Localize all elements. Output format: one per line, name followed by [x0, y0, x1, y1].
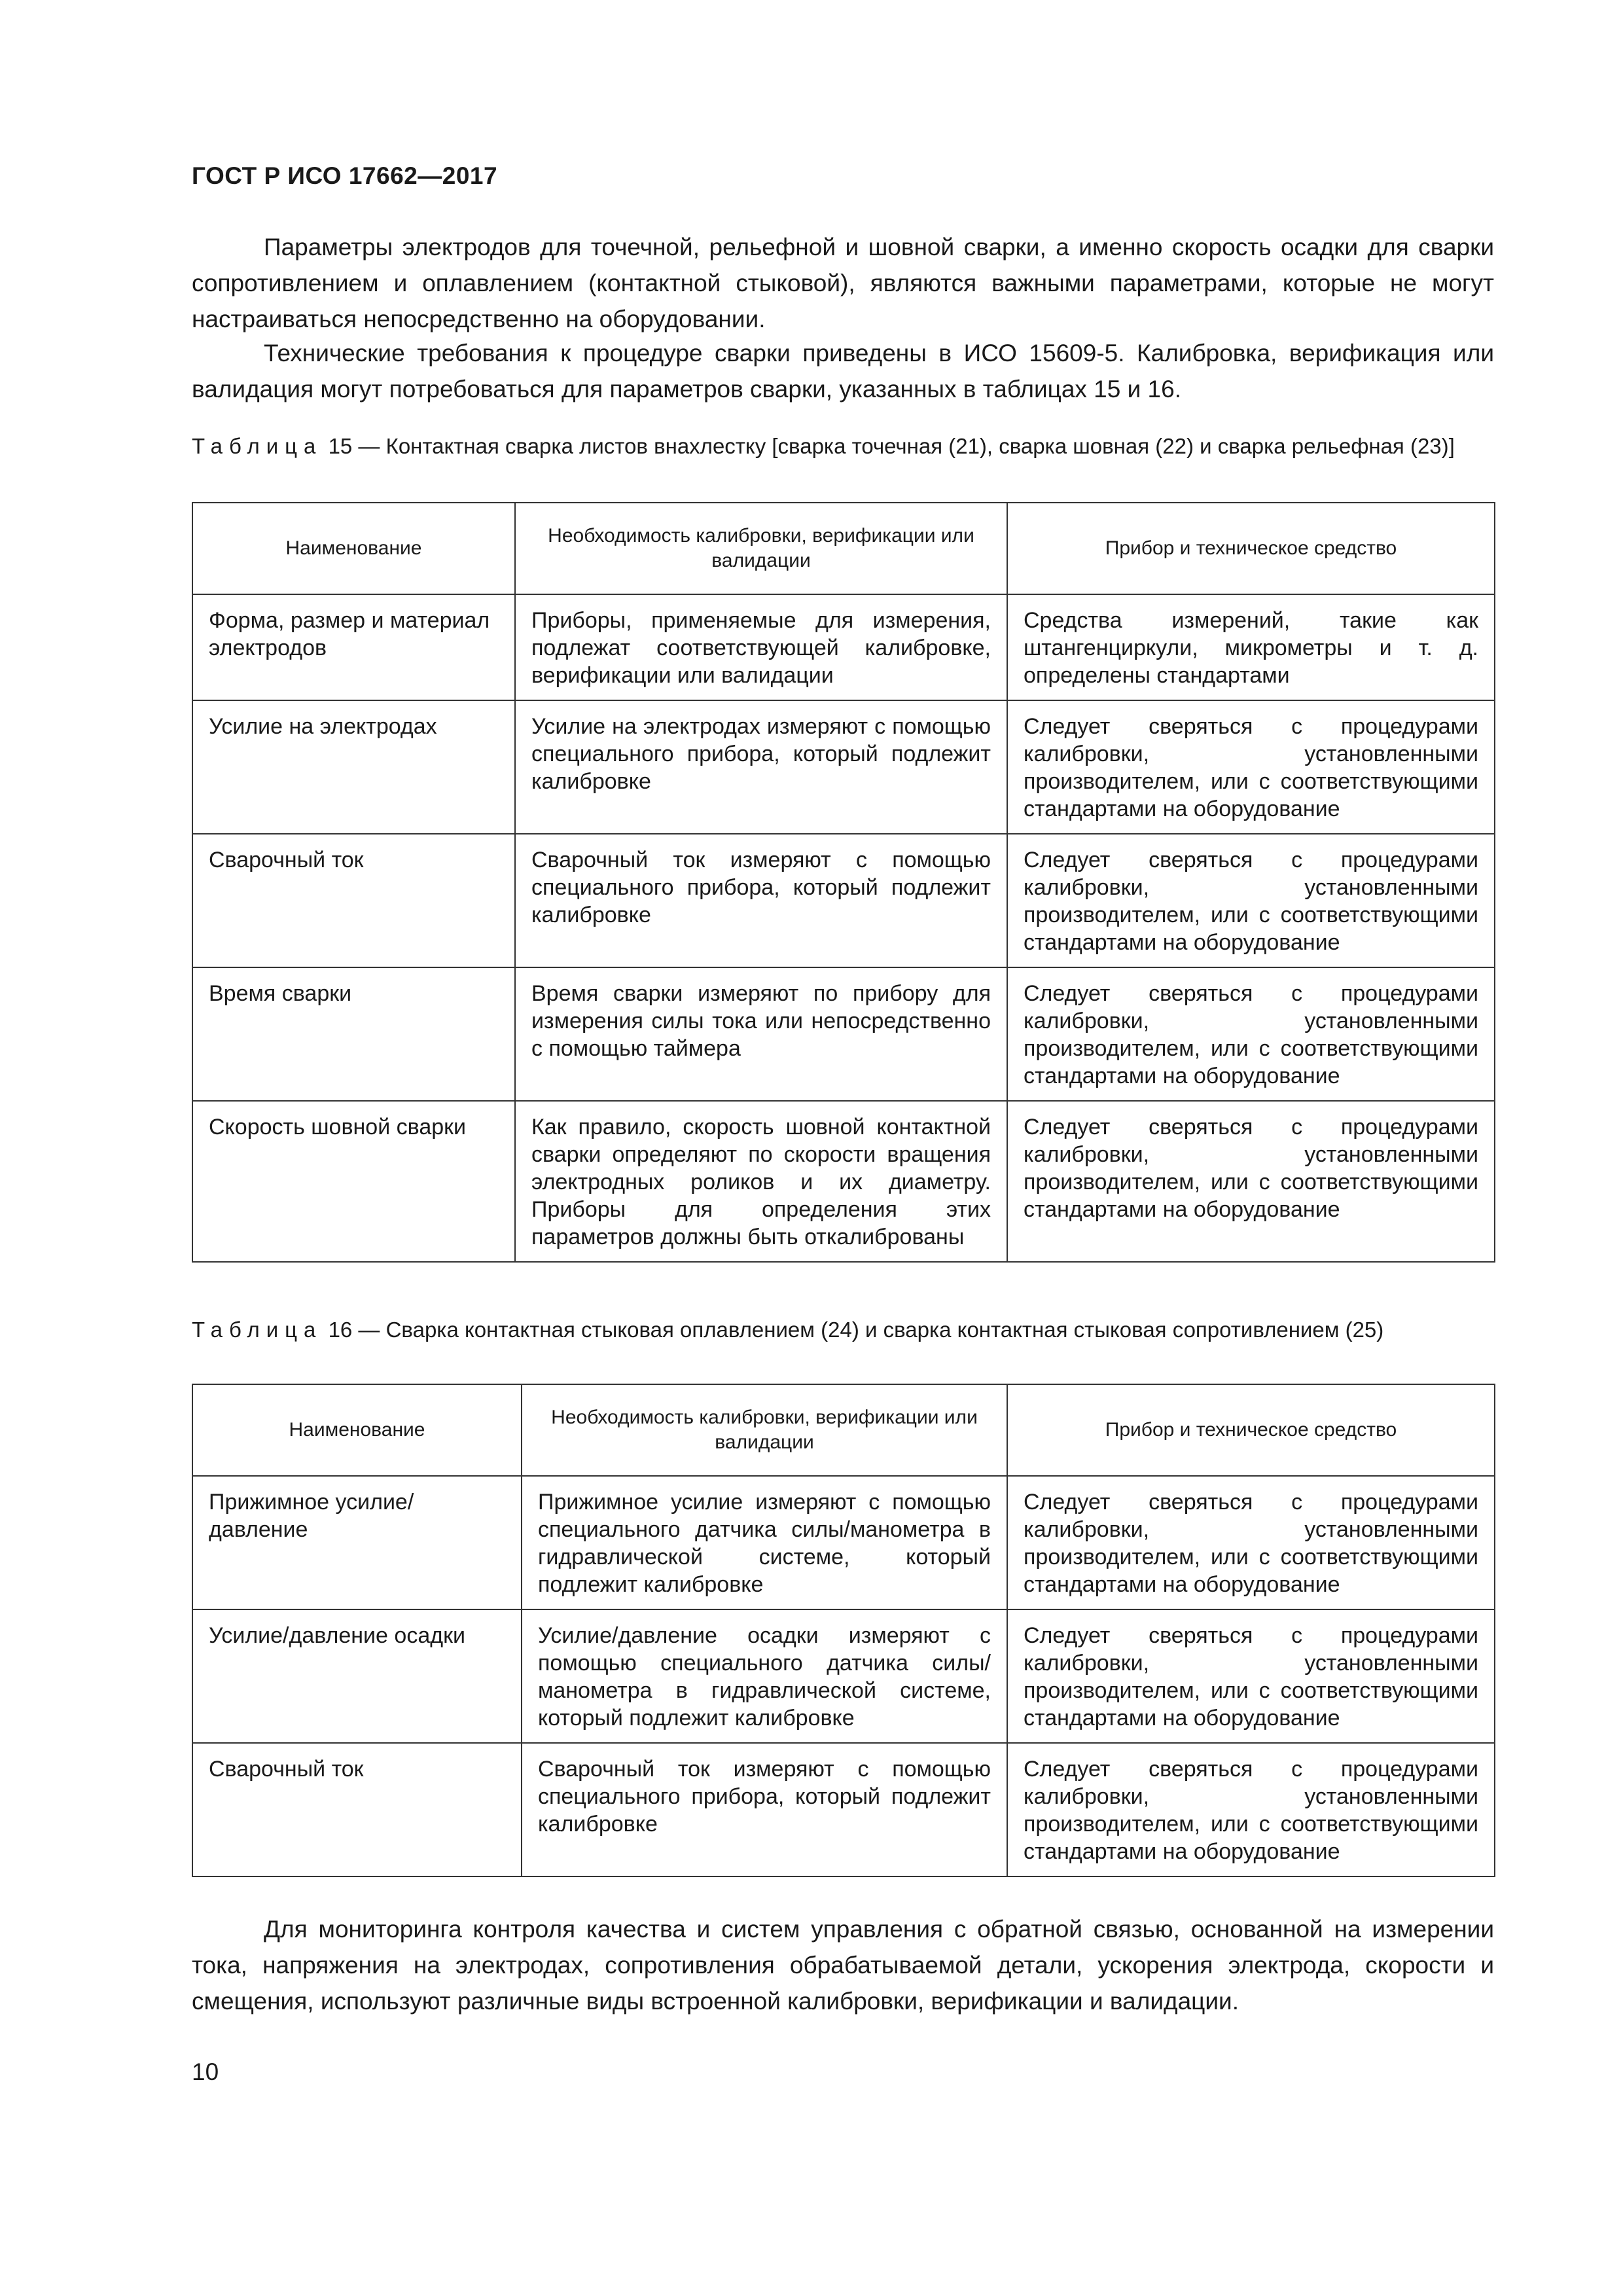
- table-cell: Следует сверяться с процедурами калибровки, установленными производителем, или с соответствующими стандартами на оборудование: [1007, 1743, 1495, 1876]
- table-16: [192, 1384, 1495, 1877]
- table-cell: Приборы, применяемые для измерения, подлежат соответствующей калибровке, верификации или валидации: [515, 594, 1007, 700]
- table-cell: Усилие/давление осадки: [192, 1609, 522, 1743]
- closing-paragraph: Для мониторинга контроля качества и систем управления с обратной связью, основанной на измерении тока, напряжения на электродах, сопротивления обрабатываемой детали, ускорения электрода, скорости и смещения, используют различные виды встроенной калибровки, верификации и валидации.: [192, 1916, 1494, 2015]
- table-row: [192, 594, 1495, 700]
- table-cell: Прижимное усилие/давление: [192, 1476, 522, 1609]
- table-cell: Сварочный ток: [192, 1743, 522, 1876]
- column-header-name: Наименование: [192, 1384, 522, 1476]
- column-header-device: Прибор и техническое средство: [1007, 503, 1495, 594]
- table-caption-label: Таблица: [192, 1318, 323, 1342]
- table-cell: Время сварки измеряют по прибору для измерения силы тока или непосредственно с помощью таймера: [515, 967, 1007, 1101]
- table-caption-label: Таблица: [192, 434, 323, 458]
- column-header-calibration: Необходимость калибровки, верификации или валидации: [515, 503, 1007, 594]
- table-cell: Следует сверяться с процедурами калибровки, установленными производителем, или с соответствующими стандартами на оборудование: [1007, 1609, 1495, 1743]
- table-16-caption: [192, 1316, 1494, 1344]
- table-cell: Следует сверяться с процедурами калибровки, установленными производителем, или с соответствующими стандартами на оборудование: [1007, 700, 1495, 834]
- table-header-row: [192, 1384, 1495, 1476]
- table-caption-text: 16 — Сварка контактная стыковая оплавлением (24) и сварка контактная стыковая сопротивлением (25): [328, 1318, 1384, 1342]
- table-cell: Усилие на электродах: [192, 700, 515, 834]
- table-row: [192, 1476, 1495, 1609]
- table-cell: Сварочный ток измеряют с помощью специального прибора, который подлежит калибровке: [515, 834, 1007, 967]
- table-row: [192, 1101, 1495, 1262]
- table-cell: Сварочный ток измеряют с помощью специального прибора, который подлежит калибровке: [522, 1743, 1007, 1876]
- table-cell: Скорость шовной сварки: [192, 1101, 515, 1262]
- table-cell: Как правило, скорость шовной контактной сварки определяют по скорости вращения электродных роликов и их диаметру. Приборы для определения этих параметров должны быть откалиброваны: [515, 1101, 1007, 1262]
- intro-paragraph-2: Технические требования к процедуре сварки приведены в ИСО 15609-5. Калибровка, верификация или валидация могут потребоваться для параметров сварки, указанных в таблицах 15 и 16.: [192, 340, 1494, 403]
- table-cell: Усилие на электродах измеряют с помощью специального прибора, который подлежит калибровке: [515, 700, 1007, 834]
- document-header: ГОСТ Р ИСО 17662—2017: [192, 162, 498, 189]
- table-cell: Форма, размер и материал электродов: [192, 594, 515, 700]
- table-cell: Следует сверяться с процедурами калибровки, установленными производителем, или с соответствующими стандартами на оборудование: [1007, 1101, 1495, 1262]
- table-row: [192, 700, 1495, 834]
- table-cell: Сварочный ток: [192, 834, 515, 967]
- column-header-device: Прибор и техническое средство: [1007, 1384, 1495, 1476]
- page-number: 10: [192, 2058, 219, 2085]
- column-header-name: Наименование: [192, 503, 515, 594]
- table-header-row: [192, 503, 1495, 594]
- intro-paragraph-1: Параметры электродов для точечной, рельефной и шовной сварки, а именно скорость осадки для сварки сопротивлением и оплавлением (контактной стыковой), являются важными параметрами, которые не могут настраиваться непосредственно на оборудовании.: [192, 234, 1494, 332]
- table-cell: Прижимное усилие измеряют с помощью специального датчика силы/манометра в гидравлической системе, который подлежит калибровке: [522, 1476, 1007, 1609]
- table-row: [192, 834, 1495, 967]
- table-15: [192, 502, 1495, 1263]
- column-header-calibration: Необходимость калибровки, верификации или валидации: [522, 1384, 1007, 1476]
- table-cell: Время сварки: [192, 967, 515, 1101]
- table-cell: Усилие/давление осадки измеряют с помощью специального датчика силы/манометра в гидравлической системе, который подлежит калибровке: [522, 1609, 1007, 1743]
- table-cell: Следует сверяться с процедурами калибровки, установленными производителем, или с соответствующими стандартами на оборудование: [1007, 967, 1495, 1101]
- table-caption-text: 15 — Контактная сварка листов внахлестку [сварка точечная (21), сварка шовная (22) и сварка рельефная (23)]: [328, 434, 1455, 458]
- table-cell: Следует сверяться с процедурами калибровки, установленными производителем, или с соответствующими стандартами на оборудование: [1007, 834, 1495, 967]
- table-cell: Следует сверяться с процедурами калибровки, установленными производителем, или с соответствующими стандартами на оборудование: [1007, 1476, 1495, 1609]
- table-cell: Средства измерений, такие как штангенциркули, микрометры и т. д. определены стандартами: [1007, 594, 1495, 700]
- table-row: [192, 967, 1495, 1101]
- table-row: [192, 1743, 1495, 1876]
- table-row: [192, 1609, 1495, 1743]
- table-15-caption: [192, 432, 1494, 461]
